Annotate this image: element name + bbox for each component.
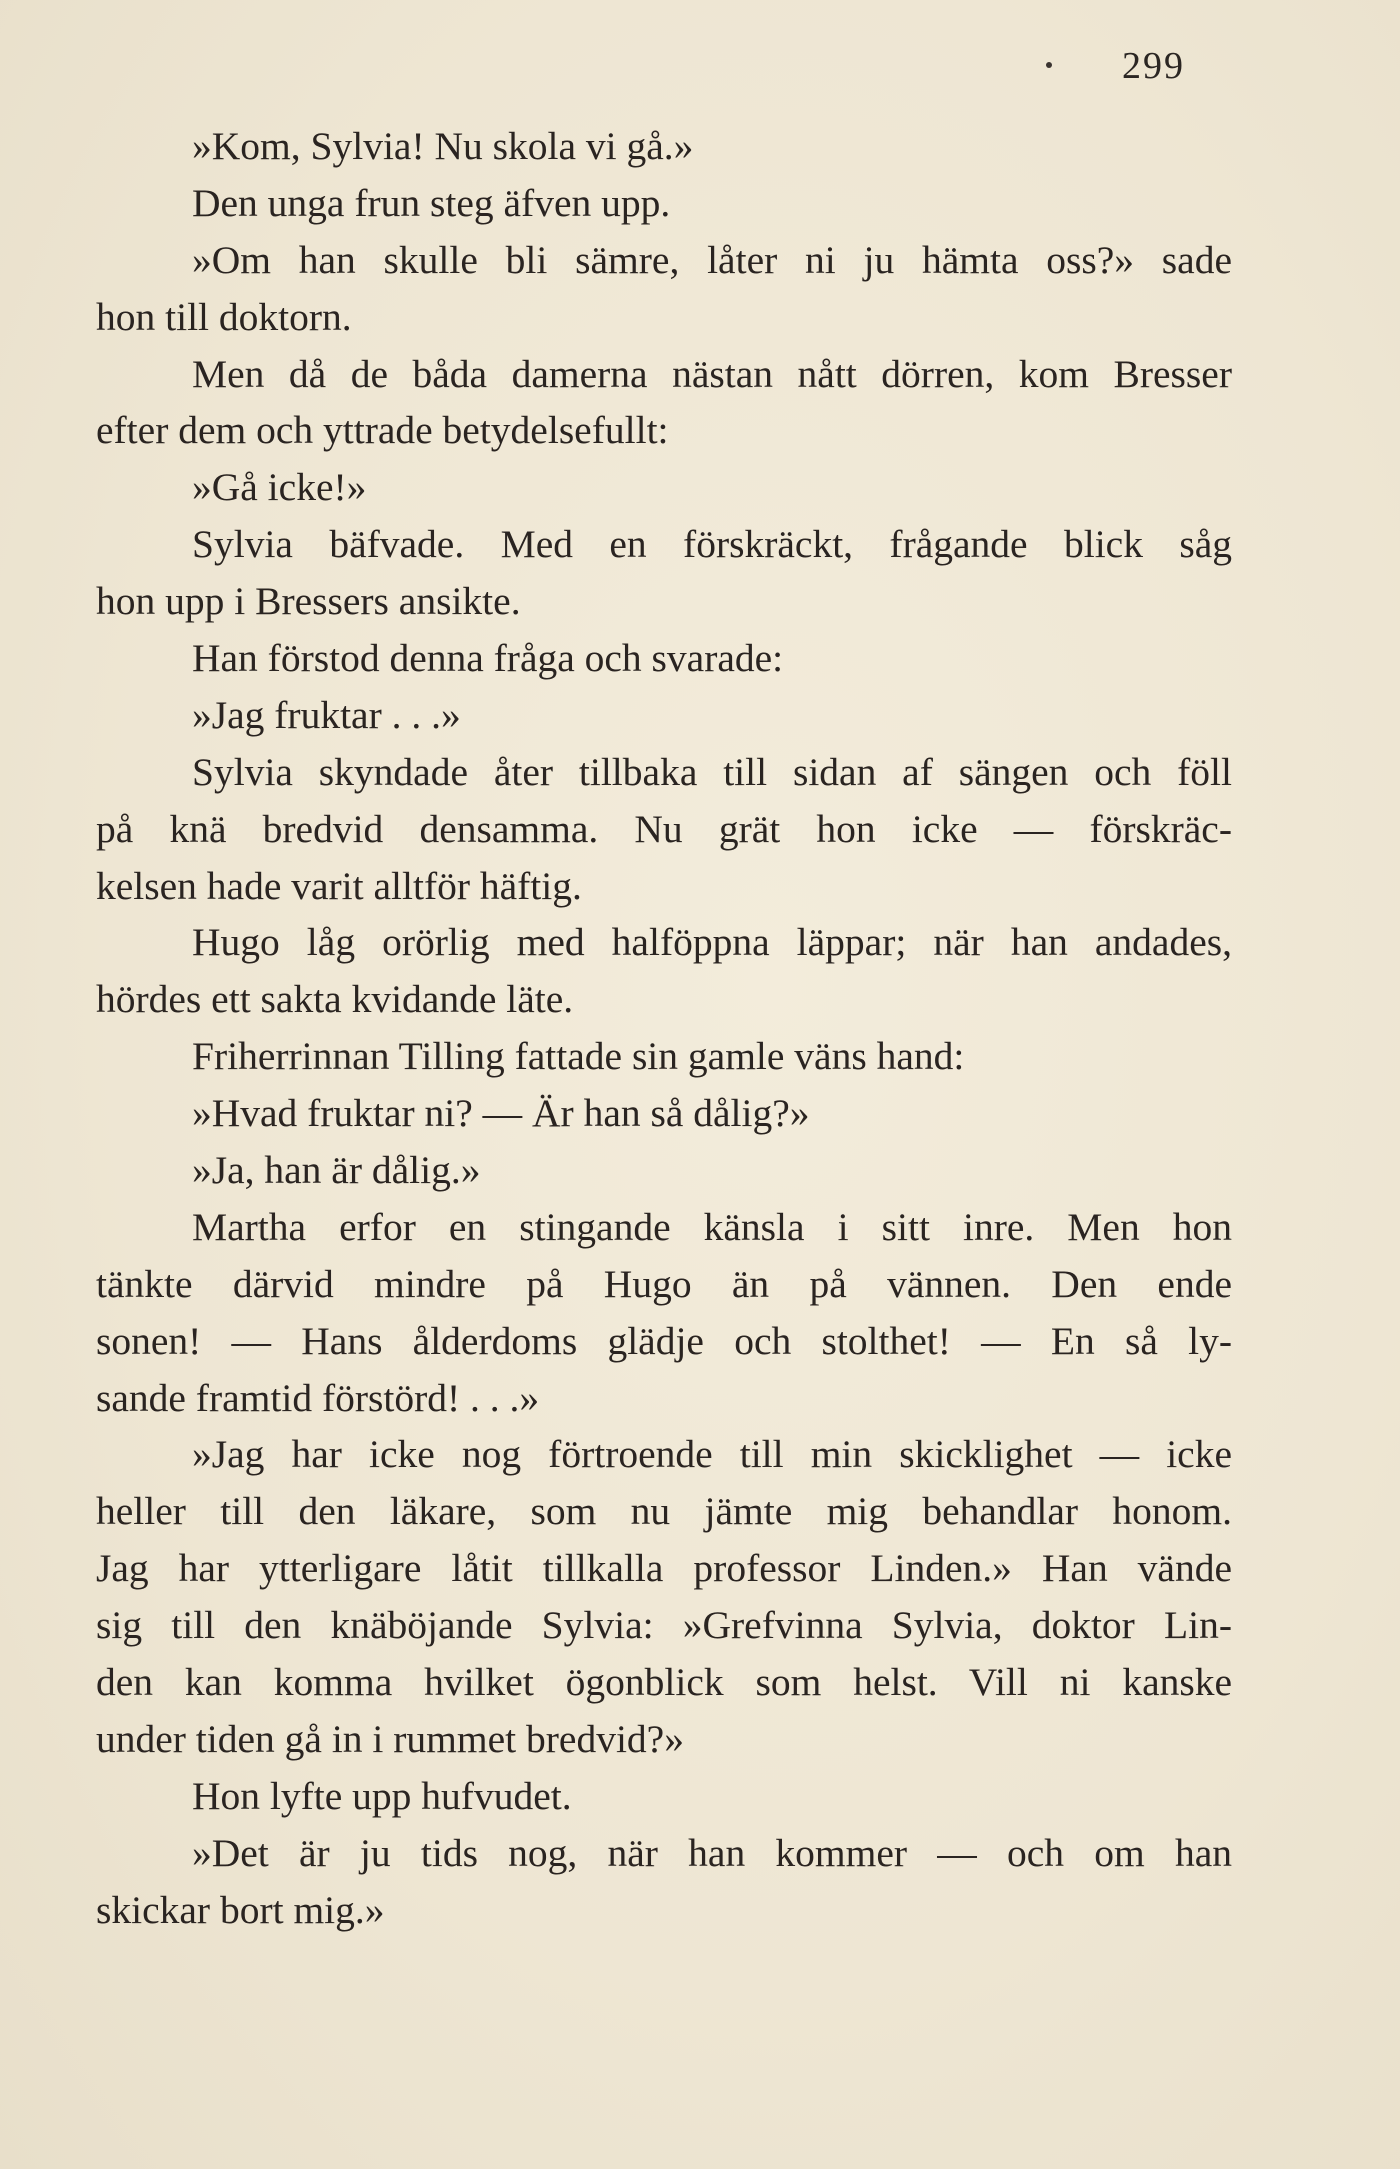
text-line: »Jag har icke nog förtroende till min skicklighet — icke	[192, 1432, 1232, 1477]
text-line: sande framtid förstörd! . . .»	[96, 1375, 540, 1420]
text-line: kelsen hade varit alltför häftig.	[96, 863, 582, 908]
text-line: Friherrinnan Tilling fattade sin gamle väns hand:	[192, 1034, 965, 1079]
text-line: heller till den läkare, som nu jämte mig behandlar honom.	[96, 1489, 1232, 1534]
text-line: sig till den knäböjande Sylvia: »Grefvinna Sylvia, doktor Lin-	[96, 1603, 1232, 1648]
page-number: 299	[1122, 45, 1185, 87]
text-line: den kan komma hvilket ögonblick som helst. Vill ni kanske	[96, 1660, 1232, 1705]
text-line: »Det är ju tids nog, när han kommer — och om han	[192, 1830, 1232, 1875]
text-line: hon upp i Bressers ansikte.	[96, 579, 521, 624]
text-line: Hon lyfte upp hufvudet.	[192, 1773, 572, 1818]
text-line: Hugo låg orörlig med halföppna läppar; när han andades,	[192, 920, 1232, 965]
text-line: Den unga frun steg äfven upp.	[192, 180, 671, 225]
body-text	[96, 118, 1232, 1939]
ink-speck	[1046, 62, 1052, 68]
text-line: »Hvad fruktar ni? — Är han så dålig?»	[192, 1091, 810, 1136]
text-line: skickar bort mig.»	[96, 1887, 385, 1932]
text-line: tänkte därvid mindre på Hugo än på vännen. Den ende	[96, 1261, 1232, 1306]
text-line: »Ja, han är dålig.»	[192, 1148, 481, 1193]
text-line: Martha erfor en stingande känsla i sitt inre. Men hon	[192, 1204, 1232, 1249]
text-line: Men då de båda damerna nästan nått dörren, kom Bresser	[192, 351, 1232, 396]
text-line: efter dem och yttrade betydelsefullt:	[96, 408, 669, 453]
text-line: »Gå icke!»	[192, 465, 367, 510]
text-line: Sylvia skyndade åter tillbaka till sidan af sängen och föll	[192, 749, 1232, 794]
text-line: Sylvia bäfvade. Med en förskräckt, frågande blick såg	[192, 522, 1232, 567]
text-line: sonen! — Hans ålderdoms glädje och stolthet! — En så ly-	[96, 1318, 1232, 1363]
text-line: Jag har ytterligare låtit tillkalla professor Linden.» Han vände	[96, 1546, 1232, 1591]
text-line: »Kom, Sylvia! Nu skola vi gå.»	[192, 124, 694, 168]
text-line: »Jag fruktar . . .»	[192, 692, 461, 737]
text-line: under tiden gå in i rummet bredvid?»	[96, 1716, 684, 1761]
text-line: Han förstod denna fråga och svarade:	[192, 636, 784, 681]
text-line: hördes ett sakta kvidande läte.	[96, 977, 574, 1022]
text-line: »Om han skulle bli sämre, låter ni ju hämta oss?» sade	[192, 237, 1232, 282]
text-line: på knä bredvid densamma. Nu grät hon icke — förskräc-	[96, 806, 1232, 851]
text-line: hon till doktorn.	[96, 294, 352, 339]
